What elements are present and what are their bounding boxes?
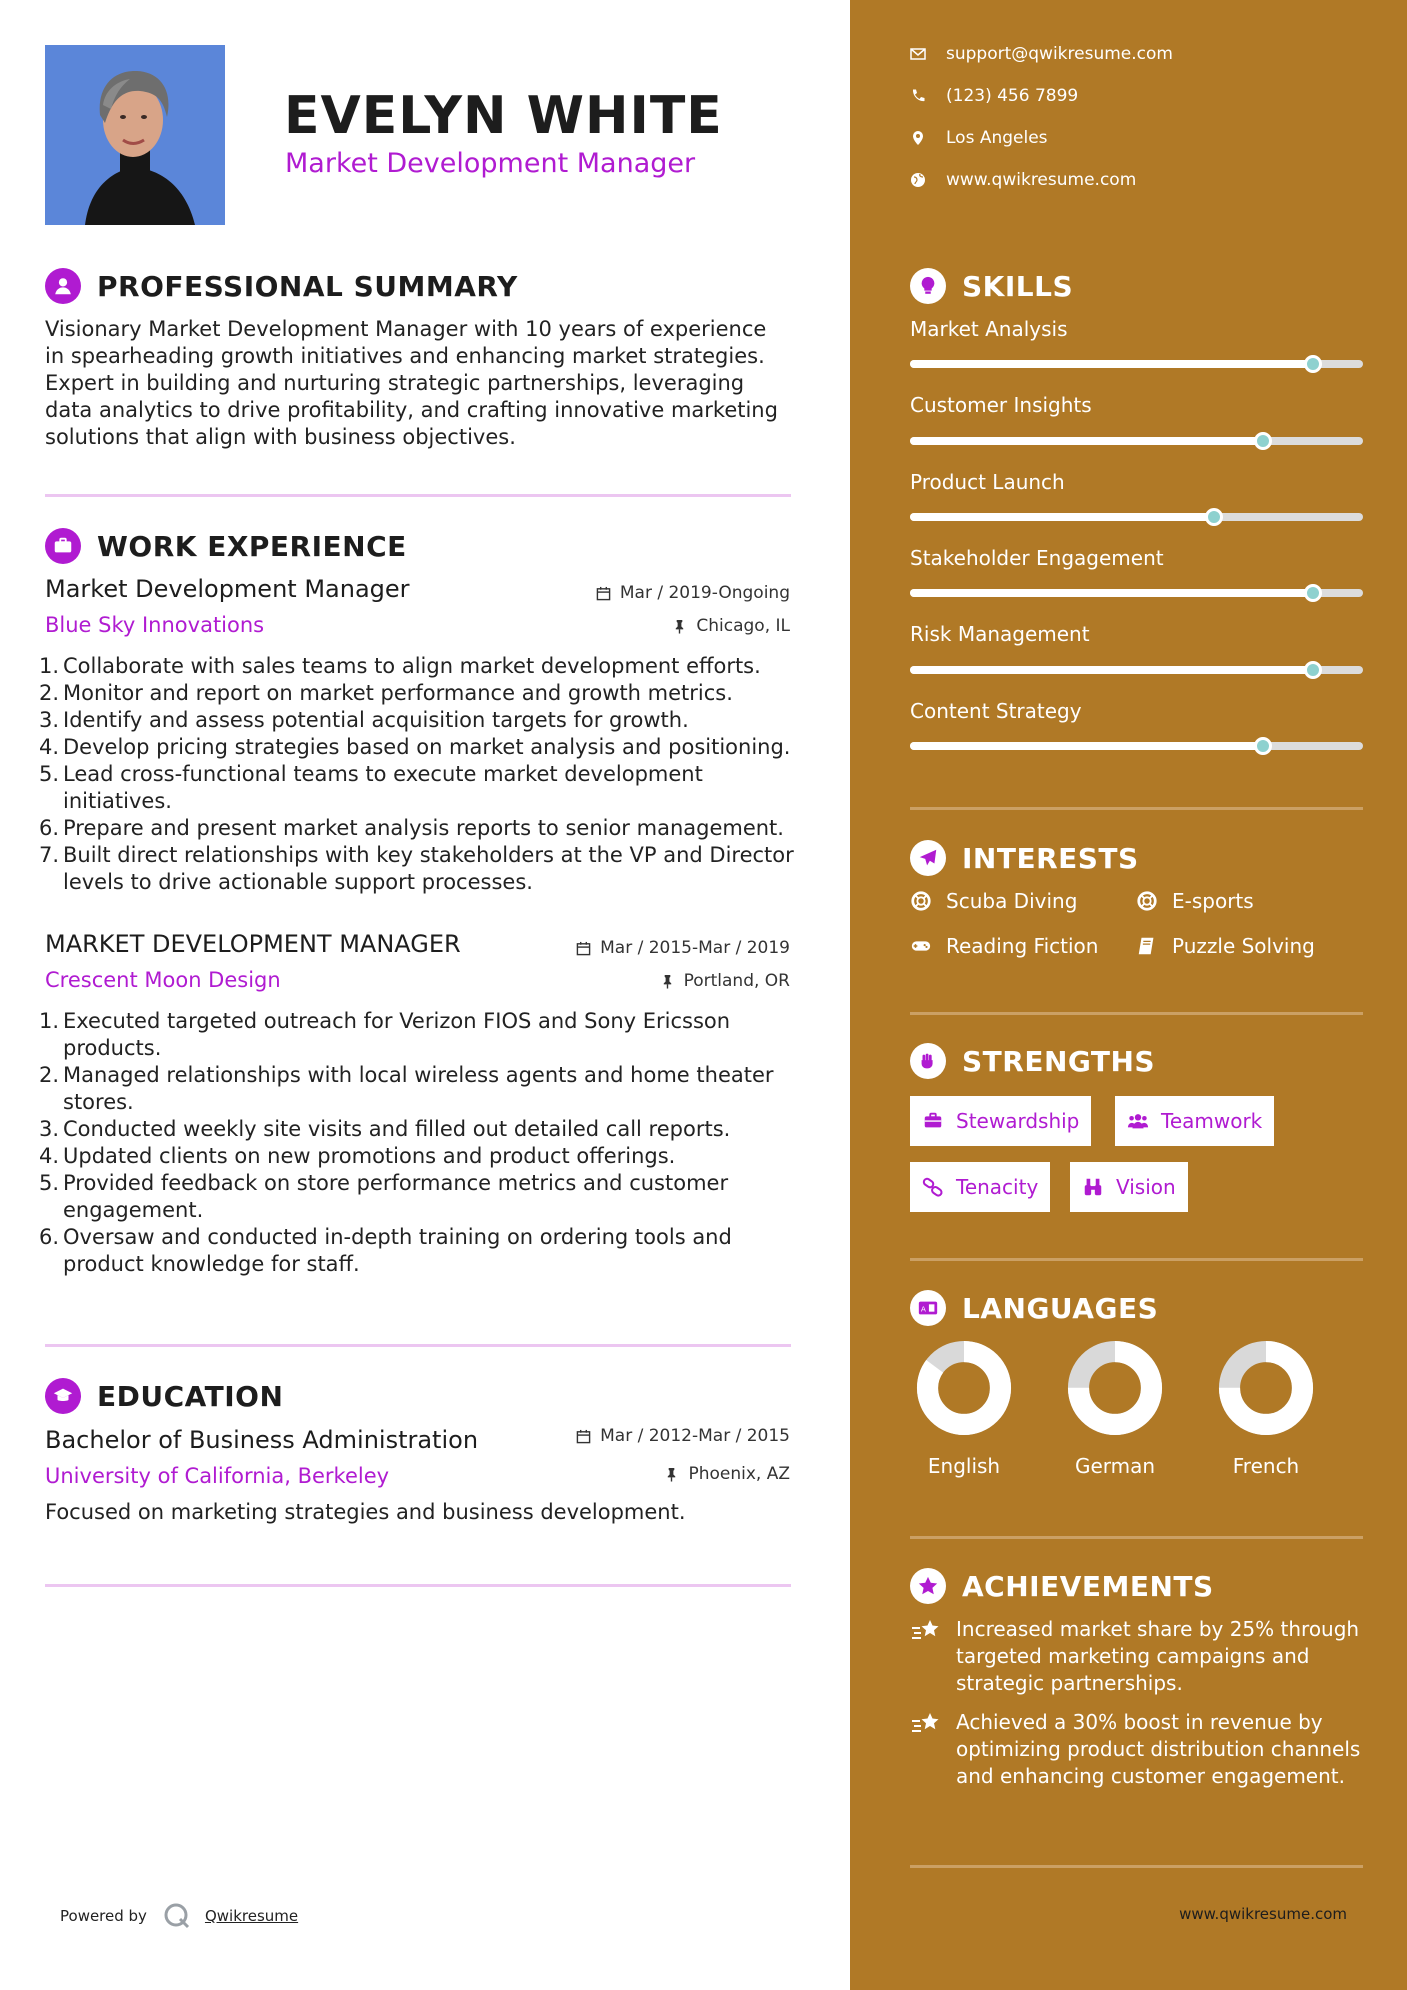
pin-icon (660, 974, 675, 989)
list-item: 3. Conducted weekly site visits and filled out detailed call reports. (39, 1117, 731, 1141)
candidate-title: Market Development Manager (285, 148, 696, 179)
calendar-icon (576, 1429, 591, 1444)
skill-label: Customer Insights (910, 393, 1092, 417)
users-icon (1127, 1110, 1149, 1132)
language-item (1060, 1340, 1170, 1478)
globe-icon (910, 172, 926, 188)
job-location (660, 971, 790, 991)
interest-label: E-sports (1172, 889, 1254, 913)
strength-badge (1115, 1096, 1274, 1146)
language-ring (1218, 1340, 1314, 1436)
education-location (664, 1464, 790, 1484)
user-icon (45, 268, 81, 304)
skill-label: Content Strategy (910, 699, 1082, 723)
language-item (1211, 1340, 1321, 1478)
skill-bar (910, 437, 1363, 445)
section-divider (45, 1344, 791, 1347)
pin-icon (672, 619, 687, 634)
sidebar-divider (910, 807, 1363, 810)
pin-icon (664, 1467, 679, 1482)
education-dates (576, 1426, 790, 1446)
list-item: 6. Prepare and present market analysis reports to senior management. (39, 816, 784, 840)
graduation-icon (45, 1378, 81, 1414)
languages-heading (910, 1290, 1158, 1326)
skill-bar-knob (1254, 737, 1272, 755)
language-icon (910, 1290, 946, 1326)
job-dates-text: Mar / 2015-Mar / 2019 (600, 938, 790, 958)
summary-text: Visionary Market Development Manager with 10 years of experience in spearheading growth initiatives and enhancing market strategies. Expert in building and nurturing strategic partnerships, leveraging data analytics to drive profitability, and crafting innovative marketing solutions that align with business objectives. (45, 317, 778, 449)
list-item: 5. Lead cross-functional teams to execute market development initiatives. (39, 762, 703, 813)
lightbulb-icon (910, 268, 946, 304)
contact-phone-text: (123) 456 7899 (946, 86, 1079, 106)
skill-bar-fill (910, 742, 1263, 750)
briefcase-icon (922, 1110, 944, 1132)
strength-badge (1070, 1162, 1188, 1212)
candidate-name: EVELYN WHITE (284, 86, 723, 146)
svg-text:A: A (920, 1304, 926, 1314)
education-title: EDUCATION (97, 1379, 284, 1413)
job-dates (576, 938, 790, 958)
job-title: MARKET DEVELOPMENT MANAGER (45, 930, 461, 958)
skills-title: SKILLS (962, 269, 1074, 303)
achievements-heading (910, 1568, 1214, 1604)
strength-label: Tenacity (956, 1175, 1039, 1199)
sidebar-divider (910, 1865, 1363, 1868)
list-item: 7. Built direct relationships with key stakeholders at the VP and Director levels to drive actionable support processes. (39, 843, 794, 894)
skill-label: Product Launch (910, 470, 1065, 494)
shooting-star-icon (910, 1618, 942, 1646)
school-name: University of California, Berkeley (45, 1464, 390, 1488)
education-location-text: Phoenix, AZ (688, 1464, 790, 1484)
skill-bar-knob (1304, 661, 1322, 679)
skill-label: Risk Management (910, 622, 1090, 646)
interest-label: Reading Fiction (946, 934, 1099, 958)
job-location-text: Chicago, IL (696, 616, 790, 636)
paper-plane-icon (910, 840, 946, 876)
achievement-item (910, 1709, 1370, 1790)
sidebar-divider (910, 1536, 1363, 1539)
map-marker-icon (910, 130, 926, 146)
strengths-title: STRENGTHS (962, 1044, 1156, 1078)
powered-by-label: Powered by (60, 1907, 147, 1925)
list-item: 4. Updated clients on new promotions and product offerings. (39, 1144, 676, 1168)
section-divider (45, 494, 791, 497)
experience-heading (45, 528, 407, 564)
job-location-text: Portland, OR (683, 971, 790, 991)
interest-item (910, 889, 1077, 913)
book-icon (1136, 935, 1158, 957)
strengths-heading (910, 1043, 1155, 1079)
profile-photo (45, 45, 225, 225)
skill-bar (910, 513, 1363, 521)
language-ring (916, 1340, 1012, 1436)
shooting-star-icon (910, 1711, 942, 1739)
achievement-item (910, 1616, 1370, 1697)
fist-icon (910, 1043, 946, 1079)
contact-email-text: support@qwikresume.com (946, 44, 1173, 64)
contact-website[interactable] (910, 170, 1136, 190)
skill-bar-fill (910, 437, 1263, 445)
list-item: 2. Managed relationships with local wireless agents and home theater stores. (39, 1063, 774, 1114)
experience-title: WORK EXPERIENCE (97, 529, 407, 563)
skill-label: Stakeholder Engagement (910, 546, 1164, 570)
portrait-image (45, 45, 225, 225)
summary-heading (45, 268, 518, 304)
interest-item (910, 934, 1098, 958)
calendar-icon (596, 586, 611, 601)
envelope-icon (910, 46, 926, 62)
skill-bar-knob (1304, 355, 1322, 373)
list-item: 1. Executed targeted outreach for Verizon FIOS and Sony Ericsson products. (39, 1009, 731, 1060)
strength-badge (910, 1162, 1050, 1212)
language-label: English (927, 1454, 1001, 1478)
skill-bar-knob (1205, 508, 1223, 526)
interest-label: Puzzle Solving (1172, 934, 1315, 958)
achievements-title: ACHIEVEMENTS (962, 1569, 1214, 1603)
strength-label: Teamwork (1161, 1109, 1263, 1133)
qwikresume-link[interactable]: Qwikresume (204, 1907, 299, 1925)
list-item: 3. Identify and assess potential acquisition targets for growth. (39, 708, 689, 732)
contact-phone[interactable] (910, 86, 1078, 106)
interests-heading (910, 840, 1139, 876)
contact-website-text: www.qwikresume.com (946, 170, 1137, 190)
skill-bar (910, 360, 1363, 368)
contact-location (910, 128, 1048, 148)
skill-bar (910, 589, 1363, 597)
powered-by (60, 1902, 298, 1930)
skill-label: Market Analysis (910, 317, 1068, 341)
link-icon (922, 1176, 944, 1198)
list-item: 1. Collaborate with sales teams to align market development efforts. (39, 654, 761, 678)
section-divider (45, 1584, 791, 1587)
skill-bar (910, 666, 1363, 674)
sidebar-divider (910, 1258, 1363, 1261)
skill-bar-fill (910, 666, 1313, 674)
language-item (909, 1340, 1019, 1478)
language-label: German (1074, 1454, 1156, 1478)
strength-badge (910, 1096, 1091, 1146)
education-description: Focused on marketing strategies and business development. (45, 1500, 686, 1524)
skill-bar-knob (1304, 584, 1322, 602)
job-title: Market Development Manager (45, 575, 410, 603)
achievement-text: Achieved a 30% boost in revenue by optimizing product distribution channels and enhancing customer engagement. (956, 1710, 1361, 1788)
strength-label: Stewardship (956, 1109, 1080, 1133)
education-heading (45, 1378, 283, 1414)
skill-bar (910, 742, 1363, 750)
degree-title: Bachelor of Business Administration (45, 1426, 479, 1454)
skill-bar-fill (910, 360, 1313, 368)
languages-title: LANGUAGES (962, 1291, 1159, 1325)
gamepad-icon (910, 935, 932, 957)
sidebar-divider (910, 1012, 1363, 1015)
interest-label: Scuba Diving (946, 889, 1078, 913)
contact-email[interactable] (910, 44, 1173, 64)
footer-website[interactable]: www.qwikresume.com (1179, 1905, 1347, 1923)
briefcase-icon (45, 528, 81, 564)
interest-item (1136, 889, 1254, 913)
phone-icon (910, 88, 926, 104)
job-duties-list (39, 1008, 795, 1278)
achievement-text: Increased market share by 25% through targeted marketing campaigns and strategic partnerships. (956, 1617, 1360, 1695)
language-label: French (1232, 1454, 1300, 1478)
calendar-icon (576, 941, 591, 956)
skills-heading (910, 268, 1073, 304)
job-company: Crescent Moon Design (45, 968, 281, 992)
star-icon (910, 1568, 946, 1604)
education-dates-text: Mar / 2012-Mar / 2015 (600, 1426, 790, 1446)
job-company: Blue Sky Innovations (45, 613, 265, 637)
list-item: 2. Monitor and report on market performance and growth metrics. (39, 681, 733, 705)
qwikresume-logo-icon (163, 1902, 191, 1930)
binoculars-icon (1082, 1176, 1104, 1198)
language-ring (1067, 1340, 1163, 1436)
job-location (672, 616, 790, 636)
life-ring-icon (1136, 890, 1158, 912)
skill-bar-fill (910, 589, 1313, 597)
skill-bar-knob (1254, 432, 1272, 450)
interest-item (1136, 934, 1315, 958)
list-item: 4. Develop pricing strategies based on market analysis and positioning. (39, 735, 791, 759)
strength-label: Vision (1116, 1175, 1176, 1199)
contact-location-text: Los Angeles (946, 128, 1048, 148)
list-item: 5. Provided feedback on store performance metrics and customer engagement. (39, 1171, 729, 1222)
sidebar (850, 0, 1407, 1990)
life-ring-icon (910, 890, 932, 912)
summary-title: PROFESSIONAL SUMMARY (97, 269, 518, 303)
job-dates (596, 583, 790, 603)
job-dates-text: Mar / 2019-Ongoing (619, 583, 790, 603)
job-duties-list (39, 653, 795, 896)
list-item: 6. Oversaw and conducted in-depth training on ordering tools and product knowledge for staff. (39, 1225, 732, 1276)
interests-title: INTERESTS (962, 841, 1139, 875)
skill-bar-fill (910, 513, 1214, 521)
